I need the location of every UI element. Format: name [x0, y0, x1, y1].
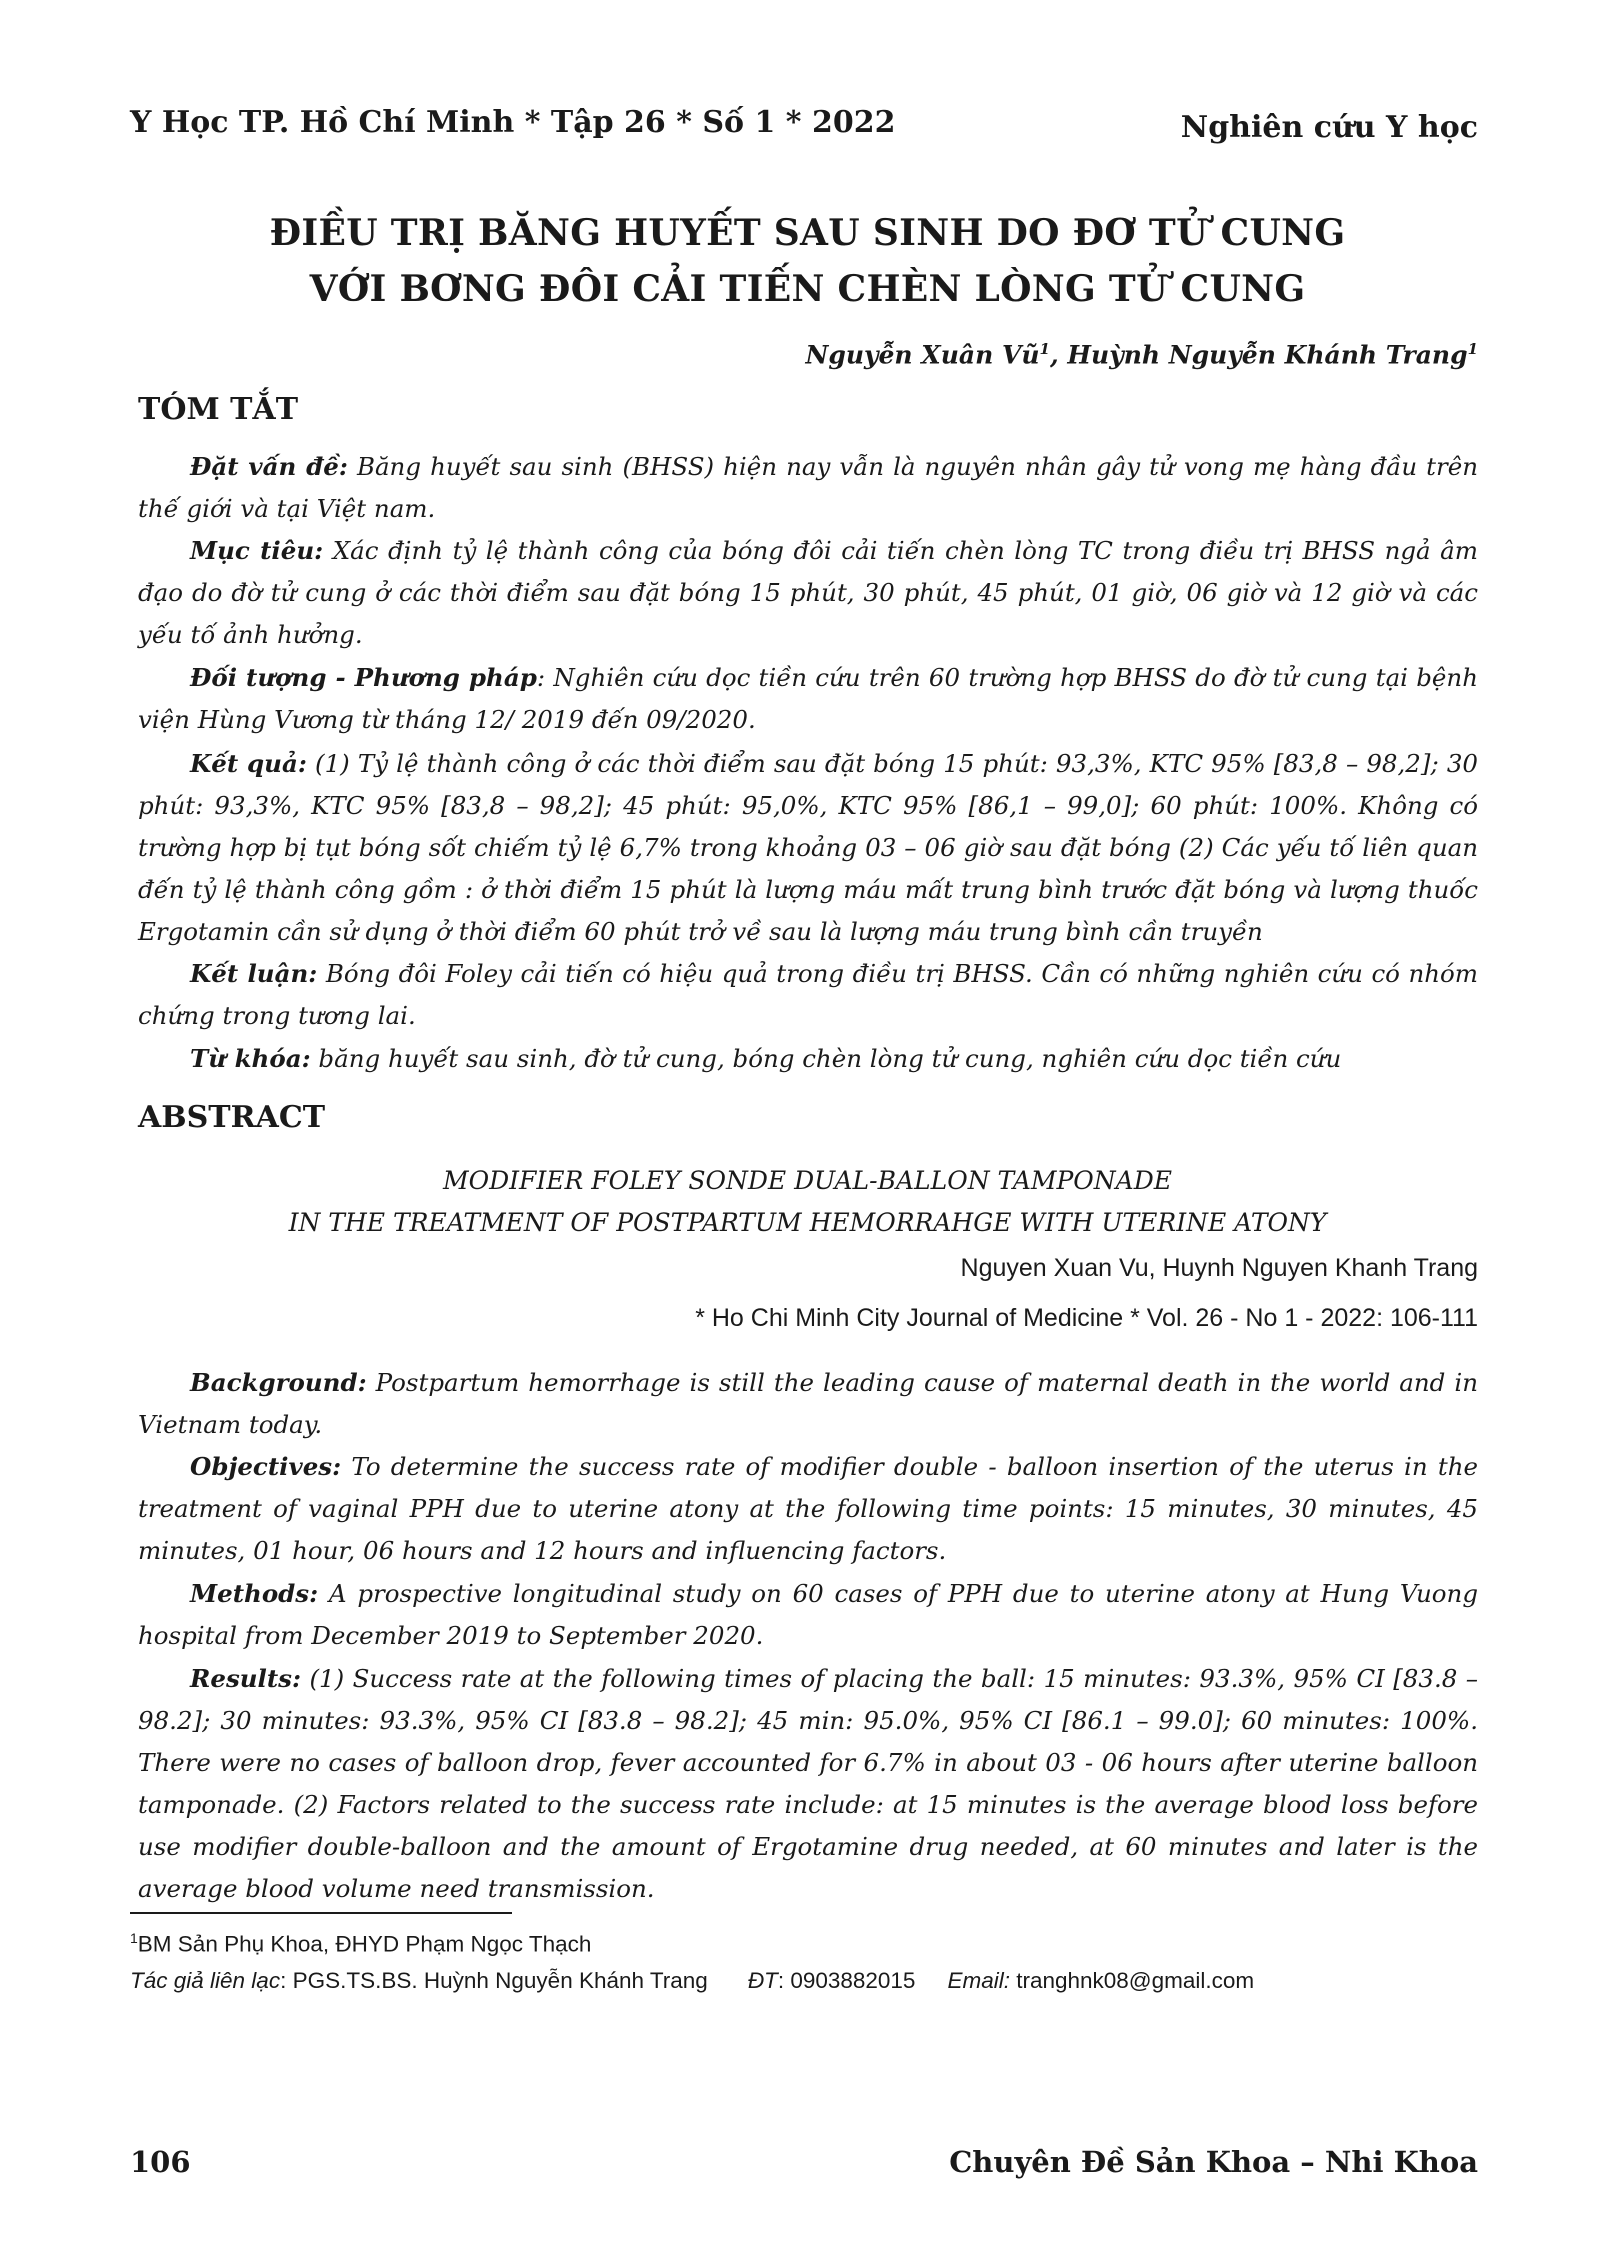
author-list: Nguyễn Xuân $Vũ^1$, Huỳnh Nguyễn Khánh Trang$^1$: [805, 340, 1478, 370]
author-2-sup: 1: [1467, 340, 1478, 358]
en-citation: * Ho Chi Minh City Journal of Medicine * Vol. 26 - No 1 - 2022: 106-111: [695, 1304, 1478, 1332]
en-methods: Methods: A prospective longitudinal study on 60 cases of PPH due to uterine atony at Hung Vuong hospital from December 2019 to September 2020.: [138, 1579, 1478, 1650]
vn-abstract-heading: TÓM TẮT: [138, 392, 299, 427]
footer-section: Chuyên Đề Sản Khoa – Nhi Khoa: [949, 2145, 1478, 2179]
en-authors: Nguyen Xuan Vu, Huynh Nguyen Khanh Trang: [960, 1254, 1478, 1282]
title-line-2: VỚI BƠNG ĐÔI CẢI TIẾN CHÈN LÒNG TỬ CUNG: [309, 268, 1306, 310]
en-background: Background: Postpartum hemorrhage is still the leading cause of maternal death in the world and in Vietnam today.: [138, 1368, 1478, 1439]
contact-footnote: Tác giả liên lạc: PGS.TS.BS. Huỳnh Nguyễn Khánh Trang ĐT: 0903882015 Email: tranghnk08@gmail.com: [130, 1968, 1255, 1993]
journal-header: Y Học TP. Hồ Chí Minh * Tập 26 * Số 1 * 2022: [130, 105, 896, 140]
vn-objectives: Mục tiêu: Xác định tỷ lệ thành công của bóng đôi cải tiến chèn lòng TC trong điều trị BHSS ngả âm đạo do đờ tử cung ở các thời điểm sau đặt bóng 15 phút, 30 phút, 45 phút, 01 giờ, 06 giờ và 12 giờ và các yếu tố ảnh hưởng.: [138, 536, 1478, 649]
vn-background: Đặt vấn đề: Băng huyết sau sinh (BHSS) hiện nay vẫn là nguyên nhân gây tử vong mẹ hàng đầu trên thế giới và tại Việt nam.: [138, 452, 1478, 523]
en-objectives: Objectives: To determine the success rate of modifier double - balloon insertion of the uterus in the treatment of vaginal PPH due to uterine atony at the following time points: 15 minutes, 30 minutes, 45 minutes, 01 hour, 06 hours and 12 hours and influencing factors.: [138, 1452, 1478, 1565]
author-1: Nguyễn Xuân Vũ: [805, 340, 1040, 370]
vn-results: Kết quả: (1) Tỷ lệ thành công ở các thời điểm sau đặt bóng 15 phút: 93,3%, KTC 95% [83,8 – 98,2]; 30 phút: 93,3%, KTC 95% [83,8 – 98,2]; 45 phút: 95,0%, KTC 95% [86,1 – 99,0]; 60 phút: 100%. Không có trường hợp bị tụt bóng sốt chiếm tỷ lệ 6,7% trong khoảng 03 – 06 giờ sau đặt bóng (2) Các yếu tố liên quan đến tỷ lệ thành công gồm : ở thời điểm 15 phút là lượng máu mất trung bình trước đặt bóng và lượng thuốc Ergotamin cần sử dụng ở thời điểm 60 phút trở về sau là lượng máu trung bình cần truyền: [138, 749, 1478, 946]
en-title-line-1: MODIFIER FOLEY SONDE DUAL-BALLON TAMPONADE: [442, 1166, 1173, 1195]
vn-methods: Đối tượng - Phương pháp: Nghiên cứu dọc tiền cứu trên 60 trường hợp BHSS do đờ tử cung tại bệnh viện Hùng Vương từ tháng 12/ 2019 đến 09/2020.: [138, 663, 1478, 734]
author-2: Huỳnh Nguyễn Khánh Trang: [1067, 340, 1468, 370]
en-abstract-heading: ABSTRACT: [138, 1100, 326, 1135]
affiliation-footnote: $^1$BM Sản Phụ Khoa, ĐHYD Phạm Ngọc Thạch: [130, 1930, 592, 1957]
vn-conclusion: Kết luận: Bóng đôi Foley cải tiến có hiệu quả trong điều trị BHSS. Cần có những nghiên cứu có nhóm chứng trong tương lai.: [138, 959, 1478, 1030]
title-line-1: ĐIỀU TRỊ BĂNG HUYẾT SAU SINH DO ĐƠ TỬ CUNG: [269, 212, 1346, 254]
page-number: 106: [130, 2145, 191, 2179]
email-address: tranghnk08@gmail.com: [1009, 1968, 1255, 1993]
author-1-sup: 1: [1039, 340, 1050, 358]
category-header: Nghiên cứu Y học: [1180, 110, 1478, 145]
article-title: [0, 205, 1615, 317]
en-results: Results: (1) Success rate at the following times of placing the ball: 15 minutes: 93.3%, 95% CI [83.8 – 98.2]; 30 minutes: 93.3%, 95% CI [83.8 – 98.2]; 45 min: 95.0%, 95% CI [86.1 – 99.0]; 60 minutes: 100%. There were no cases of balloon drop, fever accounted for 6.7% in about 03 - 06 hours after uterine balloon tamponade. (2) Factors related to the success rate include: at 15 minutes is the average blood loss before use modifier double-balloon and the amount of Ergotamine drug needed, at 60 minutes and later is the average blood volume need transmission.: [138, 1664, 1478, 1903]
en-title-line-2: IN THE TREATMENT OF POSTPARTUM HEMORRAHGE WITH UTERINE ATONY: [288, 1208, 1327, 1237]
vn-keywords: Từ khóa: băng huyết sau sinh, đờ tử cung, bóng chèn lòng tử cung, nghiên cứu dọc tiền cứu: [190, 1044, 1342, 1073]
footnote-divider: [130, 1912, 512, 1914]
en-article-title: [0, 1160, 1615, 1244]
